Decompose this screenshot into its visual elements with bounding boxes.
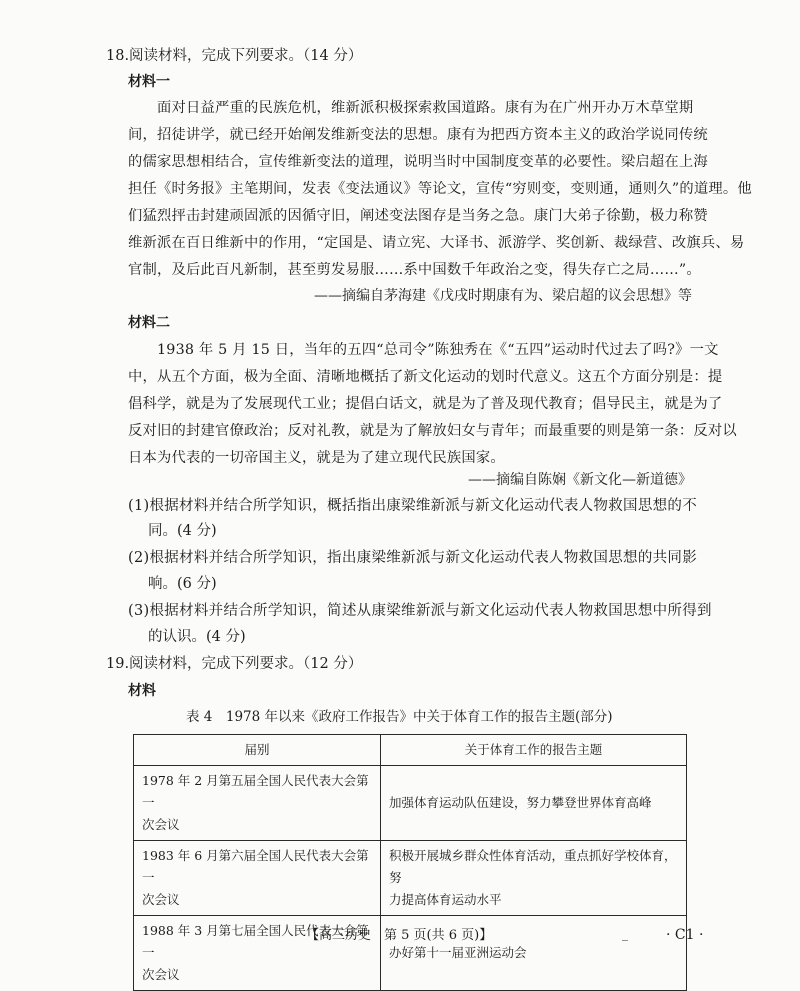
material-two-line: 中，从五个方面，极为全面、清晰地概括了新文化运动的划时代意义。这五个方面分别是：提	[128, 369, 723, 385]
material-one-line: 们猛烈抨击封建顽固派的因循守旧，阐述变法图存是当务之急。康门大弟子徐勤，极力称赞	[128, 208, 708, 224]
sub-question-2-cont: 响。(6 分)	[148, 576, 217, 592]
topic-cell	[381, 766, 687, 841]
question-18-heading: 18.阅读材料，完成下列要求。（14 分）	[106, 48, 363, 64]
cell-line: 积极开展城乡群众性体育活动，重点抓好学校体育，努	[389, 848, 677, 885]
sub-question-3-cont: 的认识。(4 分)	[148, 629, 246, 645]
table-header-row	[134, 735, 687, 766]
session-cell	[134, 766, 381, 841]
table-row	[134, 841, 687, 916]
page-footer: 【高三历史 第 5 页(共 6 页)】	[306, 928, 493, 943]
material-two-line: 日本为代表的一切帝国主义，就是为了建立现代民族国家。	[128, 450, 505, 466]
material-two-line: 倡科学，就是为了发展现代工业；提倡白话文，就是为了普及现代教育；倡导民主，就是为了	[128, 396, 723, 412]
cell-line: 1988 年 3 月第七届全国人民代表大会第一	[142, 923, 369, 960]
sub-question-2: (2)根据材料并结合所学知识，指出康梁维新派与新文化运动代表人物救国思想的共同影	[128, 550, 698, 566]
material-one-line: 面对日益严重的民族危机，维新派积极探索救国道路。康有为在广州开办万木草堂期	[128, 100, 694, 116]
material-one-line: 的儒家思想相结合，宣传维新变法的道理，说明当时中国制度变革的必要性。梁启超在上海	[128, 154, 708, 170]
material-two-line: 反对旧的封建官僚政治；反对礼教，就是为了解放妇女与青年；而最重要的则是第一条：反对以	[128, 423, 737, 439]
report-topics-table	[133, 734, 687, 991]
material-one-source: ——摘编自茅海建《戊戌时期康有为、梁启超的议会思想》等	[314, 288, 692, 304]
material-two-line: 1938 年 5 月 15 日，当年的五四“总司令”陈独秀在《“五四”运动时代过去了吗?》一文	[128, 342, 719, 358]
material-one-line: 官制，及后此百凡新制，甚至剪发易服……系中国数千年政治之变，得失存亡之局……”。	[128, 262, 701, 278]
cell-line: 办好第十一届亚洲运动会	[389, 945, 527, 960]
material-one-line: 维新派在百日维新中的作用，“定国是、请立宪、大译书、派游学、奖创新、裁绿营、改旗兵、易	[128, 235, 745, 251]
material-label: 材料	[128, 683, 156, 699]
material-two-source: ——摘编自陈娴《新文化—新道德》	[468, 472, 692, 488]
version-mark: · C1 ·	[666, 927, 704, 943]
cell-line: 次会议	[142, 817, 180, 832]
question-19-heading: 19.阅读材料，完成下列要求。（12 分）	[106, 656, 363, 672]
cell-line: 次会议	[142, 967, 180, 982]
footer-dash: _	[622, 927, 628, 941]
material-one-line: 担任《时务报》主笔期间，发表《变法通议》等论文，宣传“穷则变，变则通，通则久”的道理。他	[128, 181, 752, 197]
column-header-topic: 关于体育工作的报告主题	[381, 735, 687, 766]
column-header-session: 届别	[134, 735, 381, 766]
cell-line: 1983 年 6 月第六届全国人民代表大会第一	[142, 848, 369, 885]
sub-question-1: (1)根据材料并结合所学知识，概括指出康梁维新派与新文化运动代表人物救国思想的不	[128, 498, 698, 514]
material-one-label: 材料一	[128, 74, 170, 90]
sub-question-1-cont: 同。(4 分)	[148, 523, 217, 539]
material-one-line: 间，招徒讲学，就已经开始阐发维新变法的思想。康有为把西方资本主义的政治学说同传统	[128, 127, 708, 143]
table-row	[134, 766, 687, 841]
topic-cell	[381, 841, 687, 916]
cell-line: 次会议	[142, 892, 180, 907]
material-two-label: 材料二	[128, 315, 170, 331]
sub-question-3: (3)根据材料并结合所学知识，简述从康梁维新派与新文化运动代表人物救国思想中所得到	[128, 603, 712, 619]
cell-line: 1978 年 2 月第五届全国人民代表大会第一	[142, 773, 369, 810]
cell-line: 加强体育运动队伍建设，努力攀登世界体育高峰	[389, 795, 652, 810]
table-caption: 表 4 1978 年以来《政府工作报告》中关于体育工作的报告主题(部分)	[186, 709, 613, 725]
cell-line: 力提高体育运动水平	[389, 892, 502, 907]
session-cell	[134, 841, 381, 916]
